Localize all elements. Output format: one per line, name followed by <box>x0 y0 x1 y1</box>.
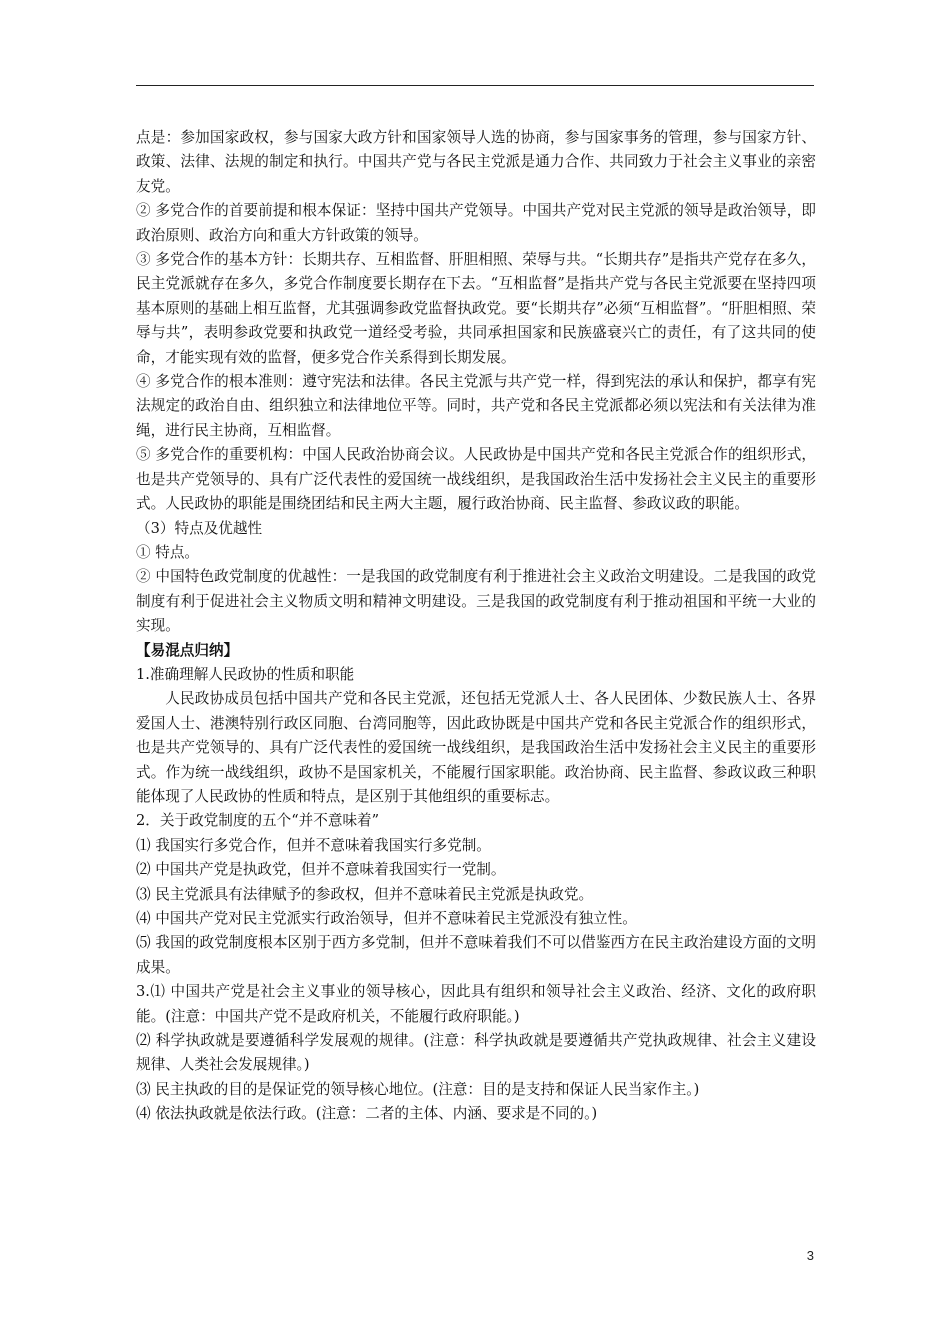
list-item-not-mean-4: ⑷ 中国共产党对民主党派实行政治领导，但并不意味着民主党派没有独立性。 <box>136 910 637 927</box>
list-item-not-mean-1: ⑴ 我国实行多党合作，但并不意味着我国实行多党制。 <box>136 836 491 854</box>
header-rule <box>136 85 814 86</box>
list-item-features: ① 特点。 <box>136 543 200 561</box>
paragraph-superiority: ② 中国特色政党制度的优越性：一是我国的政党制度有利于推进社会主义政治文明建设。二是我国的政党制度有利于促进社会主义物质文明和精神文明建设。三是我国的政党制度有利于推动祖国和平统一大业的实现。 <box>136 568 816 635</box>
list-item-not-mean-3: ⑶ 民主党派具有法律赋予的参政权，但并不意味着民主党派是执政党。 <box>136 885 594 903</box>
section-heading-features: （3）特点及优越性 <box>136 519 263 537</box>
list-item-misconception-4: ⑷ 依法执政就是依法行政。(注意：二者的主体、内涵、要求是不同的。) <box>136 1105 598 1123</box>
section-heading-confusion-points: 【易混点归纳】 <box>136 641 239 659</box>
list-item-misconception-1: 3.⑴ 中国共产党是社会主义事业的领导核心，因此具有组织和领导社会主义政治、经济、文化的政府职能。(注意：中国共产党不是政府机关，不能履行政府职能。) <box>136 983 816 1025</box>
page-number: 3 <box>806 1248 814 1263</box>
paragraph-important-institution: ⑤ 多党合作的重要机构：中国人民政治协商会议。人民政协是中国共产党和各民主党派合作的组织形式，也是共产党领导的、具有广泛代表性的爱国统一战线组织，是我国政治生活中发扬社会主义民主的重要形式。人民政协的职能是围绕团结和民主两大主题，履行政治协商、民主监督、参政议政的职能。 <box>136 446 816 513</box>
document-body <box>136 126 816 1127</box>
subheading-cppcc-nature: 1.准确理解人民政协的性质和职能 <box>136 665 355 683</box>
list-item-misconception-3: ⑶ 民主执政的目的是保证党的领导核心地位。(注意：目的是支持和保证人民当家作主。) <box>136 1080 700 1098</box>
paragraph-fundamental-rule: ④ 多党合作的根本准则：遵守宪法和法律。各民主党派与共产党一样，得到宪法的承认和保护，都享有宪法规定的政治自由、组织独立和法律地位平等。同时，共产党和各民主党派都必须以宪法和有关法律为准绳，进行民主协商，互相监督。 <box>136 373 816 439</box>
paragraph-basic-policy: ③ 多党合作的基本方针：长期共存、互相监督、肝胆相照、荣辱与共。“长期共存”是指共产党存在多久，民主党派就存在多久，多党合作制度要长期存在下去。“互相监督”是指共产党与各民主党派要在坚持四项基本原则的基础上相互监督，尤其强调参政党监督执政党。要“长期共存”必须“互相监督”。“肝胆相照、荣辱与共”，表明参政党要和执政党一道经受考验，共同承担国家和民族盛衰兴亡的责任，有了这共同的使命，才能实现有效的监督，便多党合作关系得到长期发展。 <box>136 251 816 366</box>
list-item-not-mean-2: ⑵ 中国共产党是执政党，但并不意味着我国实行一党制。 <box>136 861 506 879</box>
list-item-misconception-2: ⑵ 科学执政就是要遵循科学发展观的规律。(注意：科学执政就是要遵循共产党执政规律、社会主义建设规律、人类社会发展规律。) <box>136 1032 816 1074</box>
paragraph-cppcc-explanation: 人民政协成员包括中国共产党和各民主党派，还包括无党派人士、各人民团体、少数民族人士、各界爱国人士、港澳特别行政区同胞、台湾同胞等，因此政协既是中国共产党和各民主党派合作的组织形式，也是共产党领导的、具有广泛代表性的爱国统一战线组织，是我国政治生活中发扬社会主义民主的重要形式。作为统一战线组织，政协不是国家机关，不能履行国家职能。政治协商、民主监督、参政议政三种职能体现了人民政协的性质和特点，是区别于其他组织的重要标志。 <box>136 690 816 805</box>
paragraph-premise-guarantee: ② 多党合作的首要前提和根本保证：坚持中国共产党领导。中国共产党对民主党派的领导是政治领导，即政治原则、政治方向和重大方针政策的领导。 <box>136 202 816 244</box>
paragraph-party-characteristics: 点是：参加国家政权，参与国家大政方针和国家领导人选的协商，参与国家事务的管理，参与国家方针、政策、法律、法规的制定和执行。中国共产党与各民主党派是通力合作、共同致力于社会主义事业的亲密友党。 <box>136 129 816 195</box>
subheading-five-not-mean: 2．关于政党制度的五个“并不意味着” <box>136 812 380 830</box>
list-item-not-mean-5: ⑸ 我国的政党制度根本区别于西方多党制，但并不意味着我们不可以借鉴西方在民主政治建设方面的文明成果。 <box>136 934 816 976</box>
